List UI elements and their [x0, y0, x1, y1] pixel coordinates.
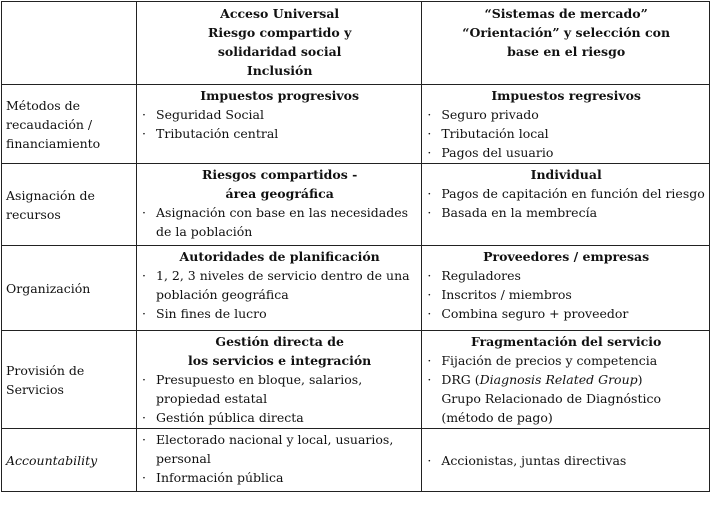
cell-title: Riesgos compartidos - — [201, 167, 358, 182]
header-market-line: “Orientación” y selección con — [462, 25, 671, 40]
row-label — [2, 246, 137, 331]
header-universal-line: Inclusión — [246, 63, 313, 78]
row-label-line: Asignación de — [6, 187, 95, 203]
bullet-item: · Inscritos / miembros — [427, 285, 705, 304]
bullet-item: · Seguro privado — [427, 105, 705, 124]
universal-cell — [137, 246, 422, 331]
header-universal-line: solidaridad social — [217, 44, 342, 59]
universal-cell — [137, 331, 422, 429]
bullet-item: · Reguladores — [427, 266, 705, 285]
cell-title: los servicios e integración — [188, 353, 372, 368]
bullet-item: · Tributación local — [427, 124, 705, 143]
drg-description: Grupo Relacionado de Diagnóstico — [441, 391, 661, 406]
cell-title: Individual — [530, 167, 602, 182]
market-cell — [422, 429, 710, 492]
row-label-line: Provisión de — [6, 362, 85, 378]
table-row — [2, 429, 710, 492]
row-label-line: financiamiento — [6, 135, 101, 151]
table-row — [2, 331, 710, 429]
bullet-item: · Tributación central — [142, 124, 417, 143]
drg-italic: Diagnosis Related Group — [479, 372, 638, 387]
row-label — [2, 85, 137, 164]
row-label-line: recursos — [6, 206, 61, 222]
cell-title: Impuestos progresivos — [200, 88, 360, 103]
bullet-item-drg — [427, 370, 705, 389]
row-label — [2, 331, 137, 429]
universal-cell — [137, 164, 422, 246]
bullet-item: · Fijación de precios y competencia — [427, 351, 705, 370]
market-cell — [422, 85, 710, 164]
header-universal-line: Riesgo compartido y — [207, 25, 352, 40]
row-label — [2, 164, 137, 246]
market-cell — [422, 164, 710, 246]
bullet-item: · Electorado nacional y local, usuarios, personal — [142, 430, 417, 468]
bullet-item: · Seguridad Social — [142, 105, 417, 124]
table-row — [2, 246, 710, 331]
cell-title: Gestión directa de — [215, 334, 344, 349]
header-row — [2, 2, 710, 85]
row-label-line: Organización — [6, 280, 91, 296]
market-cell — [422, 246, 710, 331]
cell-title: Autoridades de planificación — [179, 249, 380, 264]
bullet-item: · Combina seguro + proveedor — [427, 304, 705, 323]
header-market — [422, 2, 710, 85]
universal-cell — [137, 85, 422, 164]
drg-description: (método de pago) — [441, 410, 553, 425]
bullet-item: · Sin fines de lucro — [142, 304, 417, 323]
bullet-item: · Información pública — [142, 468, 417, 487]
header-universal-line: Acceso Universal — [220, 6, 340, 21]
cell-title: Fragmentación del servicio — [470, 334, 662, 349]
table-row — [2, 85, 710, 164]
bullet-item: · Gestión pública directa — [142, 408, 417, 427]
header-universal — [137, 2, 422, 85]
row-label-line: recaudación / — [6, 116, 93, 132]
header-market-line: base en el riesgo — [507, 44, 626, 59]
universal-cell — [137, 429, 422, 492]
bullet-item: · 1, 2, 3 niveles de servicio dentro de una población geográfica — [142, 266, 417, 304]
row-label-line: Servicios — [6, 381, 64, 397]
drg-prefix: DRG ( — [441, 372, 480, 387]
cell-title: Impuestos regresivos — [491, 88, 641, 103]
bullet-item: · Pagos de capitación en función del riesgo — [427, 184, 705, 203]
cell-title: Proveedores / empresas — [483, 249, 650, 264]
row-label-line: Accountability — [6, 452, 98, 468]
comparison-table — [1, 1, 710, 492]
drg-suffix: ) — [637, 372, 643, 387]
bullet-item: · Accionistas, juntas directivas — [427, 451, 705, 470]
market-cell — [422, 331, 710, 429]
bullet-item: · Asignación con base en las necesidades de la población — [142, 203, 417, 241]
bullet-item: · Basada en la membrecía — [427, 203, 705, 222]
table-row — [2, 164, 710, 246]
row-label-line: Métodos de — [6, 97, 81, 113]
cell-title: área geográfica — [225, 186, 334, 201]
header-market-line: “Sistemas de mercado” — [484, 6, 648, 21]
bullet-item: · Presupuesto en bloque, salarios, propiedad estatal — [142, 370, 417, 408]
row-label — [2, 429, 137, 492]
bullet-item: · Pagos del usuario — [427, 143, 705, 162]
header-empty-cell — [2, 2, 137, 85]
